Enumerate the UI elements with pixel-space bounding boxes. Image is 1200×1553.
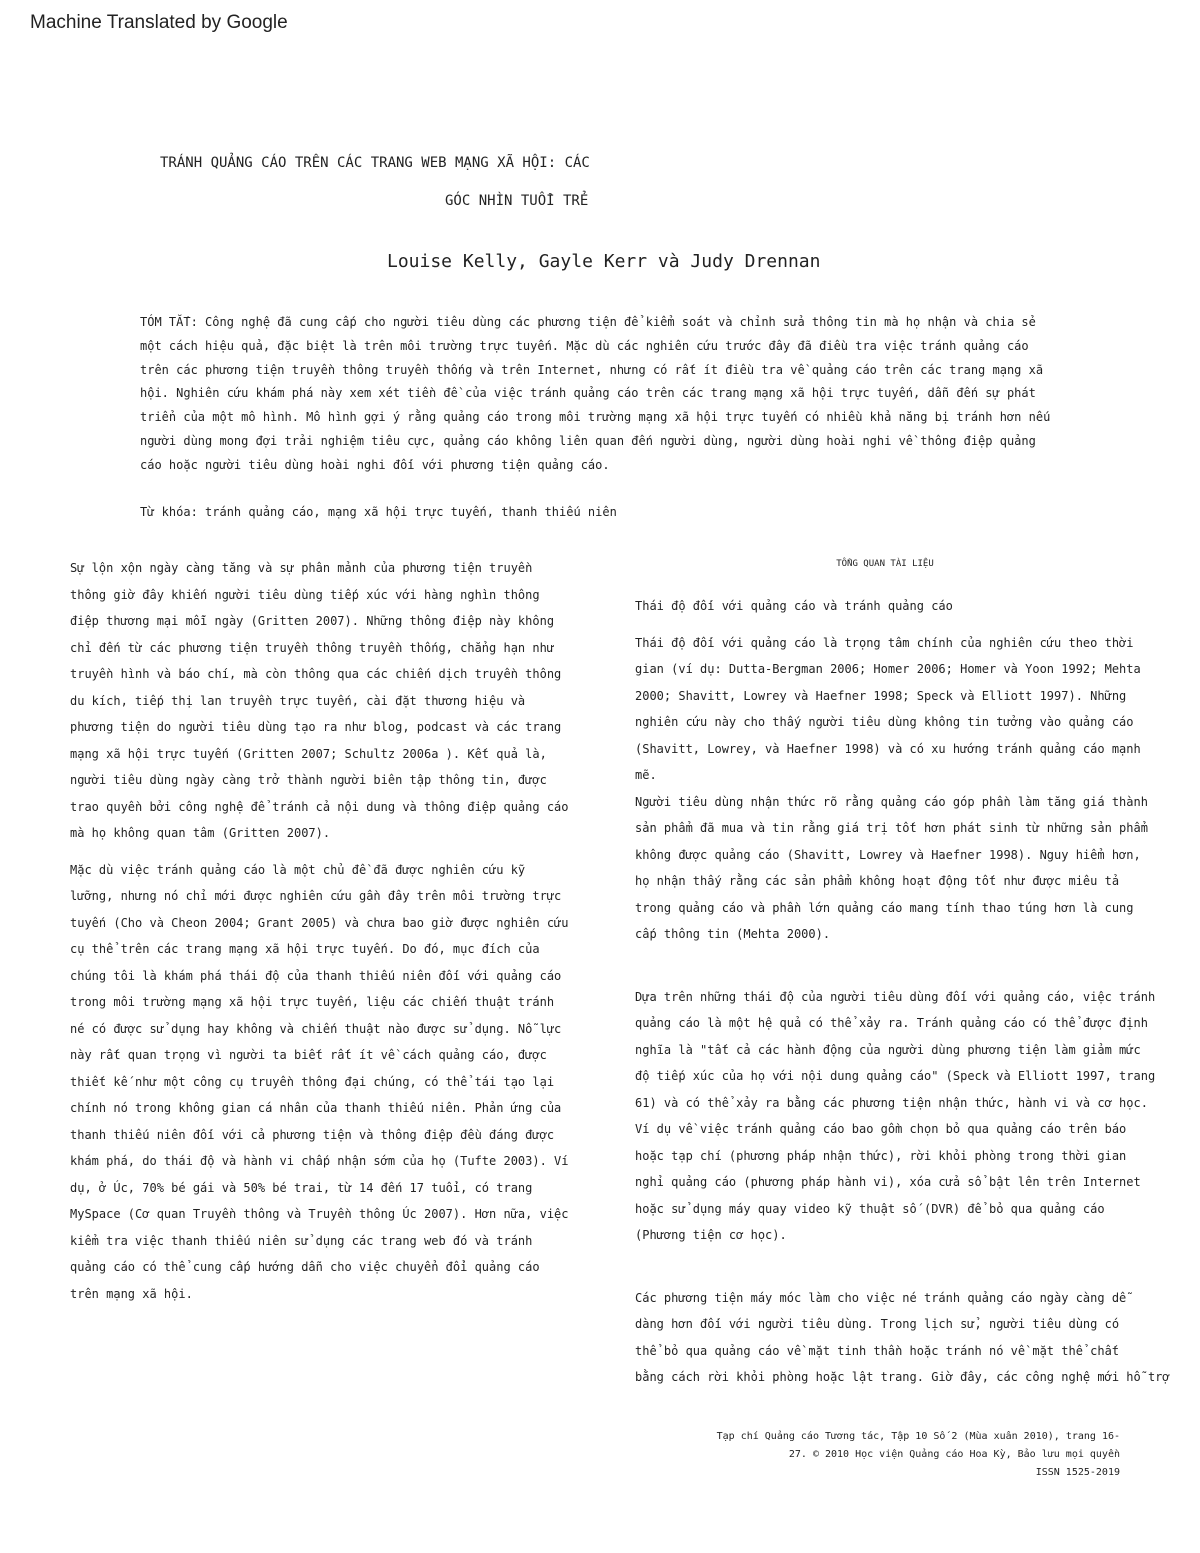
footer-issn: ISSN 1525-2019 bbox=[1035, 1467, 1120, 1478]
machine-translation-banner: Machine Translated by Google bbox=[30, 12, 288, 33]
right-paragraph-4-line: thể bỏ qua quảng cáo về mặt tinh thần hoặc tránh nó về mặt thể chất bbox=[635, 1343, 1120, 1358]
footer-citation-line-2: 27. © 2010 Học viện Quảng cáo Hoa Kỳ, Bảo lưu mọi quyền bbox=[788, 1449, 1120, 1460]
paper-title-line-2: GÓC NHÌN TUỔI TRẺ bbox=[445, 193, 589, 209]
right-paragraph-1: Thái độ đối với quảng cáo là trọng tâm chính của nghiên cứu theo thời gian (ví dụ: Dutta-Bergman 2006; Homer 2006; Homer và Yoon 1992; Mehta 2000; Shavitt, Lowrey và Haefner 1998; Speck và Elliott 1997). Những nghiên cứu này cho thấy người tiêu dùng không tin tưởng vào quảng cáo (Shavitt, Lowrey, và Haefner 1998) và có xu hướng tránh quảng cáo mạnh mẽ. bbox=[635, 635, 1141, 782]
journal-footer bbox=[660, 1428, 1120, 1482]
right-column bbox=[635, 555, 1170, 1391]
section-heading-literature-review: TỔNG QUAN TÀI LIỆU bbox=[836, 559, 934, 569]
authors: Louise Kelly, Gayle Kerr và Judy Drennan bbox=[387, 251, 821, 272]
abstract: TÓM TẮT: Công nghệ đã cung cấp cho người tiêu dùng các phương tiện để kiểm soát và chỉnh sửa thông tin mà họ nhận và chia sẻ một cách hiệu quả, đặc biệt là trên môi trường trực tuyến. Mặc dù các nghiên cứu trước đây đã điều tra việc tránh quảng cáo trên các phương tiện truyền thông truyền thống và trên Internet, nhưng có rất ít điều tra về quảng cáo trên các trang mạng xã hội. Nghiên cứu khám phá này xem xét tiền đề của việc tránh quảng cáo trên các trang mạng xã hội trực tuyến, dẫn đến sự phát triển của một mô hình. Mô hình gợi ý rằng quảng cáo trong môi trường mạng xã hội trực tuyến có nhiều khả năng bị tránh hơn nếu người dùng mong đợi trải nghiệm tiêu cực, quảng cáo không liên quan đến người dùng, người dùng hoài nghi về thông điệp quảng cáo hoặc người tiêu dùng hoài nghi đối với phương tiện quảng cáo. bbox=[140, 315, 1051, 472]
right-paragraph-4-line: bằng cách rời khỏi phòng hoặc lật trang. Giờ đây, các công nghệ mới hỗ trợ bbox=[635, 1370, 1170, 1384]
right-paragraph-4-line: dàng hơn đối với người tiêu dùng. Trong lịch sử, người tiêu dùng có bbox=[635, 1317, 1120, 1331]
keywords: Từ khóa: tránh quảng cáo, mạng xã hội trực tuyến, thanh thiếu niên bbox=[140, 505, 617, 519]
right-paragraph-2: Người tiêu dùng nhận thức rõ rằng quảng cáo góp phần làm tăng giá thành sản phẩm đã mua và tin rằng giá trị tốt hơn phát sinh từ những sản phẩm không được quảng cáo (Shavitt, Lowrey và Haefner 1998). Nguy hiểm hơn, họ nhận thấy rằng các sản phẩm không hoạt động tốt như được miêu tả trong quảng cáo và phần lớn quảng cáo mang tính thao túng hơn là cung cấp thông tin (Mehta 2000). bbox=[635, 794, 1148, 941]
subheading-attitudes: Thái độ đối với quảng cáo và tránh quảng cáo bbox=[635, 599, 953, 613]
left-column bbox=[70, 555, 570, 1307]
right-paragraph-3: Dựa trên những thái độ của người tiêu dùng đối với quảng cáo, việc tránh quảng cáo là một hệ quả có thể xảy ra. Tránh quảng cáo có thể được định nghĩa là "tất cả các hành động của người dùng phương tiện làm giảm mức độ tiếp xúc của họ với nội dung quảng cáo" (Speck và Elliott 1997, trang 61) và có thể xảy ra bằng các phương tiện nhận thức, hành vi và cơ học. Ví dụ về việc tránh quảng cáo bao gồm chọn bỏ qua quảng cáo trên báo hoặc tạp chí (phương pháp nhận thức), rời khỏi phòng trong thời gian nghỉ quảng cáo (phương pháp hành vi), xóa cửa sổ bật lên trên Internet hoặc sử dụng máy quay video kỹ thuật số (DVR) để bỏ qua quảng cáo (Phương tiện cơ học). bbox=[635, 989, 1156, 1242]
footer-citation-line-1: Tạp chí Quảng cáo Tương tác, Tập 10 Số 2 (Mùa xuân 2010), trang 16- bbox=[716, 1431, 1120, 1442]
paper-title-line-1: TRÁNH QUẢNG CÁO TRÊN CÁC TRANG WEB MẠNG XÃ HỘI: CÁC bbox=[160, 155, 590, 171]
right-paragraph-4-line: Các phương tiện máy móc làm cho việc né tránh quảng cáo ngày càng dễ bbox=[635, 1290, 1127, 1305]
left-paragraph-1: Sự lộn xộn ngày càng tăng và sự phân mảnh của phương tiện truyền thông giờ đây khiến người tiêu dùng tiếp xúc với hàng nghìn thông điệp thương mại mỗi ngày (Gritten 2007). Những thông điệp này không chỉ đến từ các phương tiện truyền thông truyền thống, chẳng hạn như truyền hình và báo chí, mà còn thông qua các chiến dịch truyền thông du kích, tiếp thị lan truyền trực tuyến, cài đặt thương hiệu và phương tiện do người tiêu dùng tạo ra như blog, podcast và các trang mạng xã hội trực tuyến (Gritten 2007; Schultz 2006a ). Kết quả là, người tiêu dùng ngày càng trở thành người biên tập thông tin, được trao quyền bởi công nghệ để tránh cả nội dung và thông điệp quảng cáo mà họ không quan tâm (Gritten 2007). bbox=[70, 561, 569, 840]
right-paragraph-4 bbox=[635, 1285, 1170, 1391]
left-paragraph-2: Mặc dù việc tránh quảng cáo là một chủ đề đã được nghiên cứu kỹ lưỡng, nhưng nó chỉ mới được nghiên cứu gần đây trên môi trường trực tuyến (Cho và Cheon 2004; Grant 2005) và chưa bao giờ được nghiên cứu cụ thể trên các trang mạng xã hội trực tuyến. Do đó, mục đích của chúng tôi là khám phá thái độ của thanh thiếu niên đối với quảng cáo trong môi trường mạng xã hội trực tuyến, liệu các chiến thuật tránh né có được sử dụng hay không và chiến thuật nào được sử dụng. Nỗ lực này rất quan trọng vì người ta biết rất ít về cách quảng cáo, được thiết kế như một công cụ truyền thông đại chúng, có thể tái tạo lại chính nó trong không gian cá nhân của thanh thiếu niên. Phản ứng của thanh thiếu niên đối với cả phương tiện và thông điệp đều đáng được khám phá, do thái độ và hành vi chấp nhận sớm của họ (Tufte 2003). Ví dụ, ở Úc, 70% bé gái và 50% bé trai, từ 14 đến 17 tuổi, có trang MySpace (Cơ quan Truyền thông và Truyền thông Úc 2007). Hơn nữa, việc kiểm tra việc thanh thiếu niên sử dụng các trang web đó và tránh quảng cáo có thể cung cấp hướng dẫn cho việc chuyển đổi quảng cáo trên mạng xã hội. bbox=[70, 862, 569, 1301]
